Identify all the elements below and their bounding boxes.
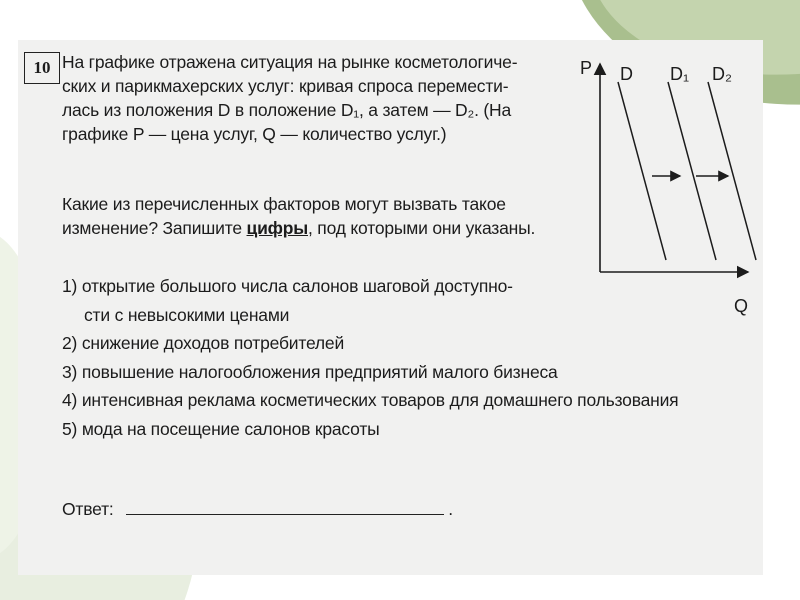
option-item: 5) мода на посещение салонов красоты [62,418,380,439]
question-prompt [62,192,535,240]
condition-line: На графике отражена ситуация на рынке косметологиче- [62,52,518,72]
option-item: 3) повышение налогообложения предприятий малого бизнеса [62,361,558,382]
demand-shift-graph [578,50,758,320]
curve-label-d: D [620,64,633,84]
option-item: 2) снижение доходов потребителей [62,333,345,353]
option-item-continued: сти с невысокими ценами [84,304,290,325]
condition-line: лась из положения D в положение D₁, а затем — D₂. (На [62,100,512,120]
prompt-line [62,216,535,240]
task-scan [18,40,763,575]
answer-row [62,496,453,520]
condition-line: графике P — цена услуг, Q — количество услуг.) [62,124,447,144]
demand-curve-d1 [668,82,716,260]
answer-label: Ответ: [62,499,114,519]
answer-end: . [448,499,453,519]
option-item: 4) интенсивная реклама косметических товаров для домашнего пользования [62,390,679,410]
question-condition [62,50,562,146]
curve-label-d2: D₂ [712,64,732,84]
prompt-text: изменение? Запишите [62,218,247,238]
prompt-line: Какие из перечисленных факторов могут вызвать такое [62,194,506,214]
x-axis-label: Q [734,296,749,316]
curve-label-d1: D₁ [670,64,690,84]
demand-curve-d [618,82,666,260]
y-axis-label: P [580,58,593,78]
answer-field[interactable] [126,496,444,515]
prompt-text: , под которыми они указаны. [307,218,536,238]
condition-line: ских и парикмахерских услуг: кривая спроса перемести- [62,76,509,96]
option-item: 1) открытие большого числа салонов шаговой доступно- [62,276,513,296]
question-number: 10 [24,52,60,84]
prompt-emphasis: цифры [246,218,308,238]
demand-curve-d2 [708,82,756,260]
